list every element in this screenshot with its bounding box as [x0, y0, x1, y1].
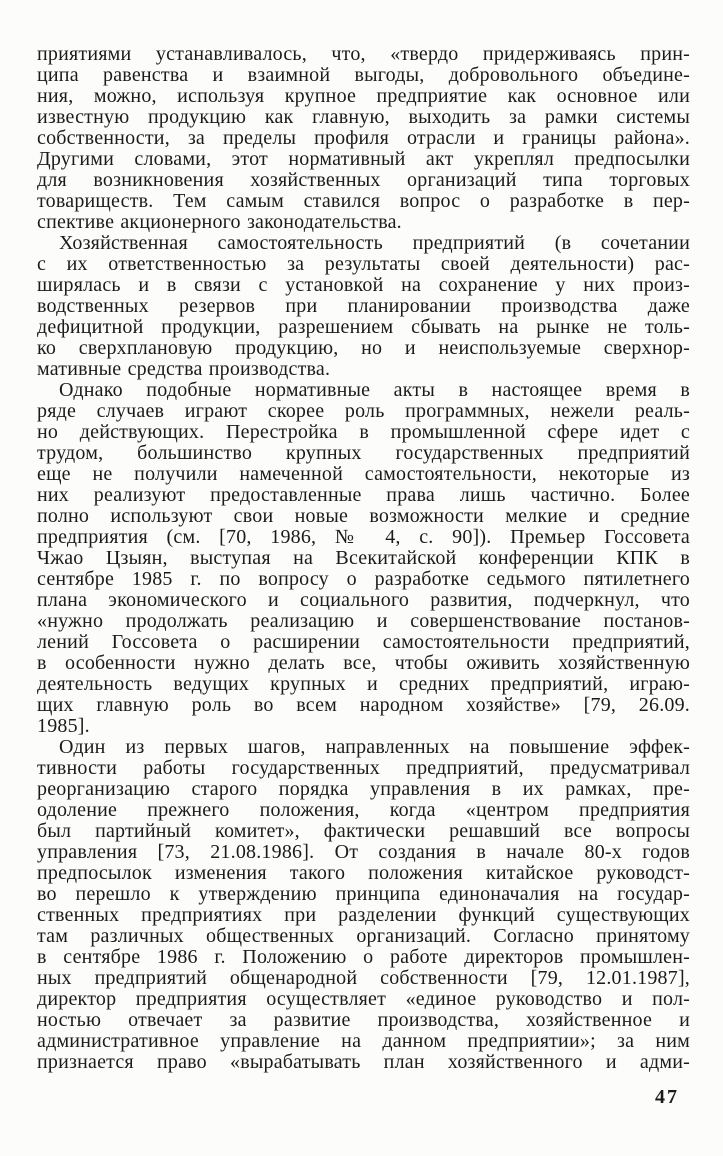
- text-line: деятельность ведущих крупных и средних предприятий, играю-: [37, 673, 690, 695]
- text-line: с их ответственностью за результаты своей деятельности) рас-: [37, 253, 690, 275]
- text-line: там различных общественных организаций. Согласно принятому: [37, 925, 690, 947]
- text-line: спективе акционерного законодательства.: [37, 211, 402, 233]
- paragraph: [37, 737, 690, 1073]
- text-line: в сентябре 1986 г. Положению о работе директоров промышлен-: [37, 946, 690, 968]
- text-line: ко сверхплановую продукцию, но и неиспользуемые сверхнор-: [37, 337, 690, 359]
- text-line: Хозяйственная самостоятельность предприятий (в сочетании: [59, 232, 690, 254]
- text-line: одоление прежнего положения, когда «центром предприятия: [37, 799, 690, 821]
- text-line: признается право «вырабатывать план хозяйственного и адми-: [37, 1051, 690, 1073]
- text-line: предпосылок изменения такого положения китайское руководст-: [37, 862, 690, 884]
- text-line: собственности, за пределы профиля отрасли и границы района».: [37, 127, 690, 149]
- text-line: дефицитной продукции, разрешением сбывать на рынке не толь-: [37, 316, 690, 338]
- text-line: был партийный комитет», фактически решавший все вопросы: [37, 820, 690, 842]
- text-line: водственных резервов при планировании производства даже: [37, 295, 690, 317]
- paragraph: [37, 380, 690, 737]
- text-line: лений Госсовета о расширении самостоятельности предприятий,: [37, 631, 690, 653]
- text-line: предприятия (см. [70, 1986, № 4, с. 90]). Премьер Госсовета: [37, 526, 690, 548]
- text-line: административное управление на данном предприятии»; за ним: [37, 1030, 690, 1052]
- text-line: ностью отвечает за развитие производства, хозяйственное и: [37, 1009, 690, 1031]
- text-line: ряде случаев играют скорее роль программных, нежели реаль-: [37, 400, 690, 422]
- text-line: тивности работы государственных предприятий, предусматривал: [37, 757, 690, 779]
- text-line: реорганизацию старого порядка управления в их рамках, пре-: [37, 778, 690, 800]
- text-line: Другими словами, этот нормативный акт укреплял предпосылки: [37, 148, 690, 170]
- text-line: «нужно продолжать реализацию и совершенствование постанов-: [37, 610, 690, 632]
- text-line: мативные средства производства.: [37, 358, 331, 380]
- text-line: Один из первых шагов, направленных на повышение эффек-: [59, 736, 690, 758]
- page-number: 47: [655, 1086, 679, 1108]
- paragraph: [37, 233, 690, 380]
- text-line: приятиями устанавливалось, что, «твердо придерживаясь прин-: [37, 43, 690, 65]
- text-line: директор предприятия осуществляет «единое руководство и пол-: [37, 988, 690, 1010]
- text-line: трудом, большинство крупных государственных предприятий: [37, 442, 690, 464]
- text-line: ния, можно, используя крупное предприятие как основное или: [37, 85, 690, 107]
- text-block: [37, 44, 690, 1073]
- text-line: них реализуют предоставленные права лишь частично. Более: [37, 484, 690, 506]
- text-line: но действующих. Перестройка в промышленной сфере идет с: [37, 421, 690, 443]
- text-line: товариществ. Тем самым ставился вопрос о разработке в пер-: [37, 190, 690, 212]
- text-line: еще не получили намеченной самостоятельности, некоторые из: [37, 463, 690, 485]
- paragraph: [37, 44, 690, 233]
- text-line: ственных предприятиях при разделении функций существующих: [37, 904, 690, 926]
- text-line: ципа равенства и взаимной выгоды, добровольного объедине-: [37, 64, 690, 86]
- text-line: полно используют свои новые возможности мелкие и средние: [37, 505, 690, 527]
- text-line: ширялась и в связи с установкой на сохранение у них произ-: [37, 274, 690, 296]
- text-line: плана экономического и социального развития, подчеркнул, что: [37, 589, 690, 611]
- text-line: ных предприятий общенародной собственности [79, 12.01.1987],: [37, 967, 690, 989]
- text-line: Чжао Цзыян, выступая на Всекитайской конференции КПК в: [37, 547, 690, 569]
- text-line: в особенности нужно делать все, чтобы оживить хозяйственную: [37, 652, 690, 674]
- text-line: управления [73, 21.08.1986]. От создания в начале 80-х годов: [37, 841, 690, 863]
- text-line: щих главную роль во всем народном хозяйстве» [79, 26.09.: [37, 694, 690, 716]
- text-line: 1985].: [37, 715, 90, 737]
- text-line: Однако подобные нормативные акты в настоящее время в: [59, 379, 690, 401]
- text-line: для возникновения хозяйственных организаций типа торговых: [37, 169, 690, 191]
- text-line: сентябре 1985 г. по вопросу о разработке седьмого пятилетнего: [37, 568, 690, 590]
- text-line: известную продукцию как главную, выходить за рамки системы: [37, 106, 690, 128]
- text-line: во перешло к утверждению принципа единоначалия на государ-: [37, 883, 690, 905]
